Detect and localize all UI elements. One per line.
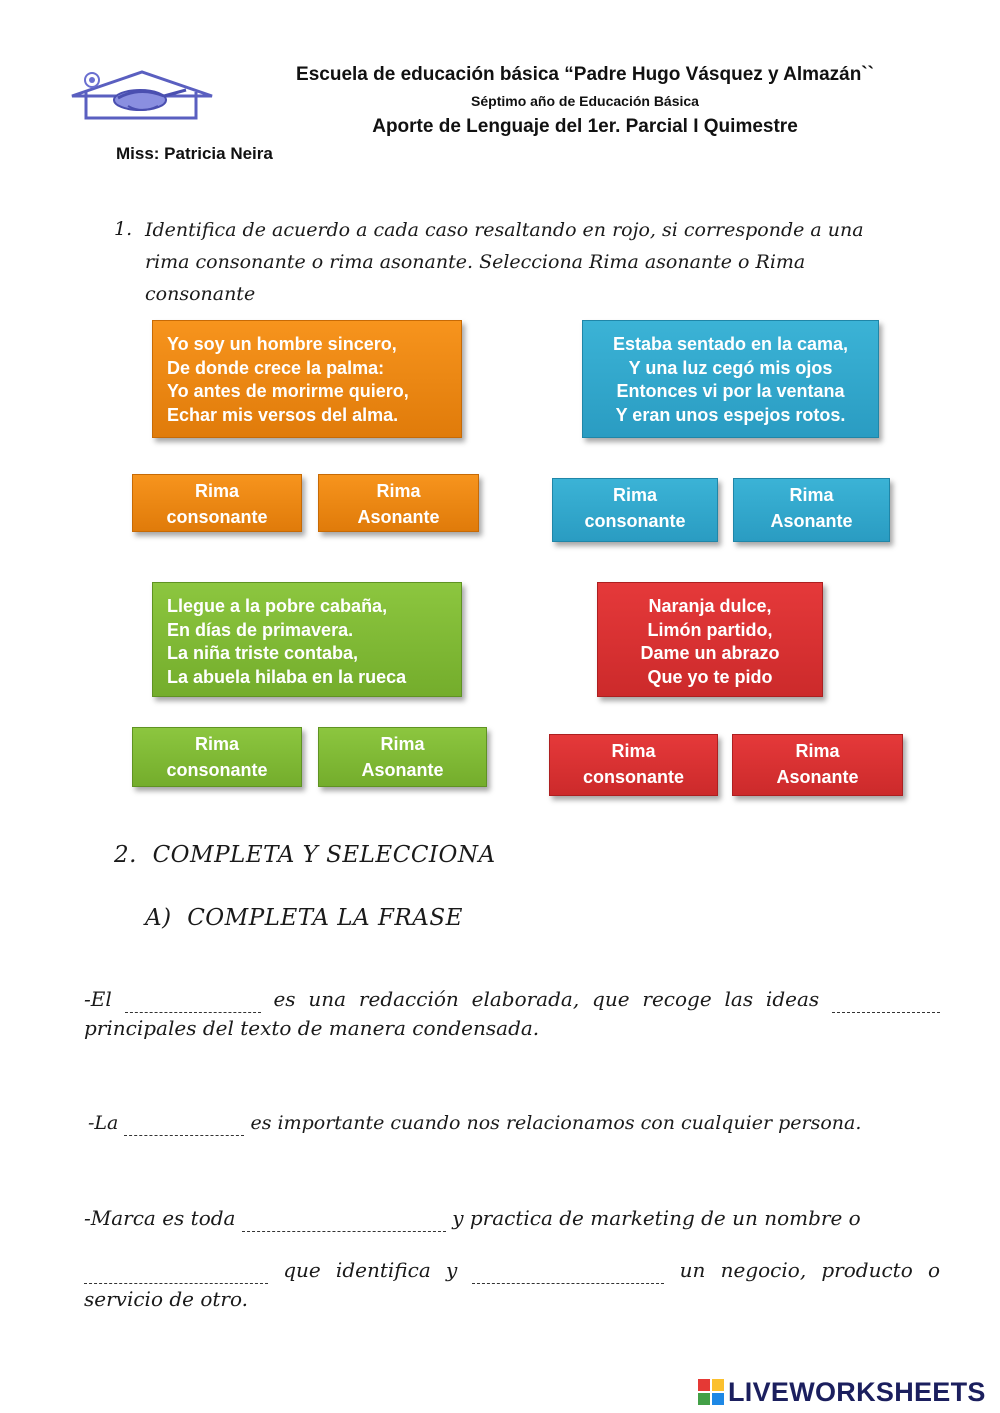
instruction-line: Identifica de acuerdo a cada caso resaltando en rojo, si corresponde a una	[145, 219, 864, 241]
subject-title: Aporte de Lenguaje del 1er. Parcial I Quimestre	[372, 116, 798, 137]
sentence-text: que identifica y	[283, 1258, 458, 1282]
verse-box-2	[582, 320, 879, 438]
instruction-line: rima consonante o rima asonante. Selecciona Rima asonante o Rima	[145, 251, 806, 273]
sentence-3	[84, 1206, 861, 1232]
teacher-name: Miss: Patricia Neira	[116, 144, 273, 163]
option-label: Asonante	[776, 767, 859, 787]
option-label: Rima	[376, 481, 421, 501]
option-rima-asonante-2[interactable]	[733, 478, 890, 542]
option-label: Rima	[194, 734, 239, 754]
option-label: Rima	[611, 741, 656, 761]
blank-distingue[interactable]	[472, 1260, 664, 1284]
option-rima-consonante-1[interactable]	[132, 474, 302, 532]
option-label: Rima	[795, 741, 840, 761]
verse-line: Naranja dulce,	[648, 596, 772, 616]
verse-line: Dame un abrazo	[640, 643, 780, 663]
verse-box-4	[597, 582, 823, 697]
option-label: Rima	[194, 481, 239, 501]
sentence-3-cont: servicio de otro.	[84, 1287, 249, 1311]
option-rima-asonante-3[interactable]	[318, 727, 487, 787]
sentence-text: -Marca es toda	[84, 1206, 236, 1230]
verse-line: Estaba sentado en la cama,	[612, 334, 849, 354]
option-label: Asonante	[770, 511, 853, 531]
sentence-text: es importante cuando nos relacionamos con cualquier persona.	[250, 1112, 862, 1134]
sentence-text: un negocio, producto o	[679, 1258, 940, 1282]
option-label: Asonante	[357, 507, 440, 527]
verse-line: Que yo te pido	[647, 666, 773, 687]
brand-text: LIVEWORKSHEETS	[728, 1376, 986, 1407]
option-label: Rima	[612, 485, 657, 505]
section1-instruction	[145, 214, 945, 310]
liveworksheets-logo	[698, 1378, 986, 1406]
verse-line: Entonces vi por la ventana	[616, 381, 845, 401]
sentence-1	[84, 983, 940, 1015]
sentence-1-cont: principales del texto de manera condensada.	[84, 1016, 540, 1040]
option-rima-consonante-2[interactable]	[552, 478, 718, 542]
school-logo	[68, 66, 216, 122]
section2-title: 2. COMPLETA Y SELECCIONA	[114, 842, 496, 868]
sentence-text: -La	[88, 1112, 119, 1134]
verse-line: Llegue a la pobre cabaña,	[167, 596, 388, 616]
grade-label: Séptimo año de Educación Básica	[471, 93, 699, 109]
option-rima-asonante-1[interactable]	[318, 474, 479, 532]
verse-line: De donde crece la palma:	[167, 357, 385, 378]
blank-marca[interactable]	[242, 1208, 446, 1232]
lws-icon	[698, 1379, 724, 1405]
section2-subtitle: A) COMPLETA LA FRASE	[145, 905, 463, 931]
verse-line: Yo soy un hombre sincero,	[167, 334, 397, 354]
sentence-text: y practica de marketing de un nombre o	[452, 1206, 861, 1230]
verse-line: Y una luz cegó mis ojos	[628, 357, 833, 378]
option-label: consonante	[166, 507, 268, 527]
option-rima-consonante-3[interactable]	[132, 727, 302, 787]
option-rima-asonante-4[interactable]	[732, 734, 903, 796]
option-label: consonante	[582, 767, 684, 787]
verse-line: Echar mis versos del alma.	[167, 404, 399, 425]
verse-box-1	[152, 320, 462, 438]
option-rima-consonante-4[interactable]	[549, 734, 718, 796]
sentence-text: es una redacción elaborada, que recoge las ideas	[273, 987, 820, 1011]
option-label: Rima	[380, 734, 425, 754]
option-label: Asonante	[361, 760, 444, 780]
section1-number: 1.	[114, 218, 133, 240]
sentence-3-line-2	[84, 1254, 940, 1286]
verse-line: En días de primavera.	[167, 619, 354, 640]
option-label: consonante	[584, 511, 686, 531]
verse-line: La niña triste contaba,	[167, 643, 359, 663]
verse-line: Limón partido,	[647, 619, 773, 640]
option-label: Rima	[789, 485, 834, 505]
blank-simbolo[interactable]	[84, 1260, 268, 1284]
verse-line: Y eran unos espejos rotos.	[615, 404, 846, 425]
blank-ideas[interactable]	[832, 989, 940, 1013]
blank-resumen[interactable]	[125, 989, 261, 1013]
verse-line: La abuela hilaba en la rueca	[167, 666, 407, 687]
school-name: Escuela de educación básica “Padre Hugo Vásquez y Almazán``	[296, 64, 874, 85]
blank-comunicacion[interactable]	[124, 1113, 244, 1136]
option-label: consonante	[166, 760, 268, 780]
sentence-text: -El	[84, 987, 112, 1011]
instruction-line: consonante	[145, 283, 256, 305]
verse-box-3	[152, 582, 462, 697]
sentence-2	[88, 1112, 861, 1136]
verse-line: Yo antes de morirme quiero,	[167, 381, 409, 401]
